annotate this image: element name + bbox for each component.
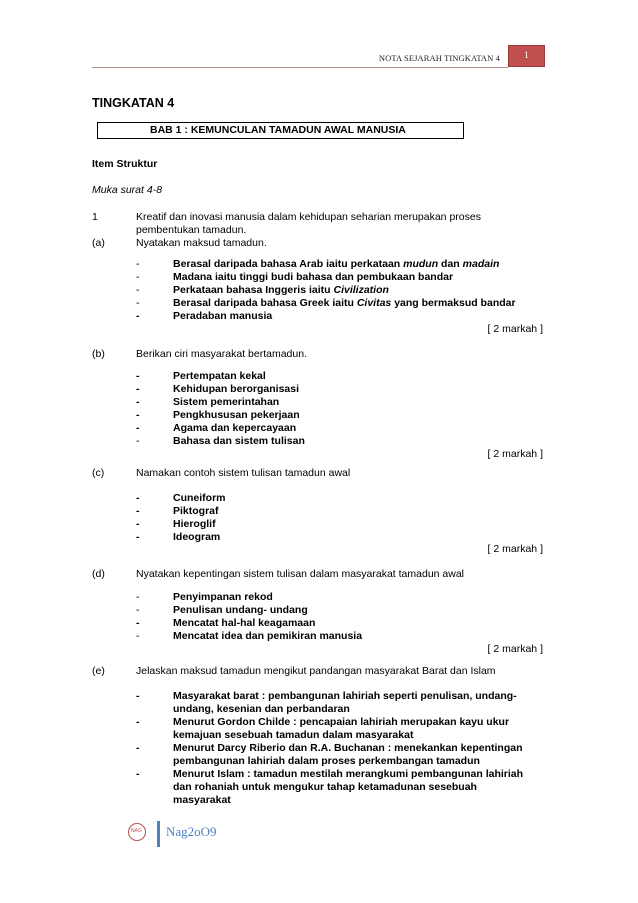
answer-e-1-line-1: Masyarakat barat : pembangunan lahiriah seperti penulisan, undang- [173, 690, 517, 702]
answer-b-5: Agama dan kepercayaan [173, 422, 297, 434]
bullet-dash: - [136, 297, 140, 309]
section-heading: Item Struktur [92, 158, 158, 170]
answer-e-2-line-1: Menurut Gordon Childe : pencapaian lahiriah merupakan kayu ukur [173, 716, 510, 728]
question-stem-line-1: Kreatif dan inovasi manusia dalam kehidupan seharian merupakan proses [136, 211, 481, 223]
answer-a-5: Peradaban manusia [173, 310, 273, 322]
bullet-dash: - [136, 422, 140, 434]
footer-divider [157, 821, 160, 847]
answer-b-4: Pengkhususan pekerjaan [173, 409, 300, 421]
marks-c: [ 2 markah ] [487, 543, 543, 555]
answer-d-3: Mencatat hal-hal keagamaan [173, 617, 316, 629]
part-b-label: (b) [92, 348, 105, 360]
bullet-dash: - [136, 742, 140, 754]
answer-e-3-line-1: Menurut Darcy Riberio dan R.A. Buchanan : menekankan kepentingan [173, 742, 523, 754]
bullet-dash: - [136, 370, 140, 382]
header-title: NOTA SEJARAH TINGKATAN 4 [378, 53, 500, 63]
answer-d-2: Penulisan undang- undang [173, 604, 308, 616]
part-a-question: Nyatakan maksud tamadun. [136, 237, 267, 249]
answer-a-3: Perkataan bahasa Inggeris iaitu Civilization [173, 284, 389, 296]
bullet-dash: - [136, 310, 140, 322]
answer-e-4-line-2: dan rohaniah untuk mengukur tahap ketamadunan sesebuah [173, 781, 477, 793]
question-stem-line-2: pembentukan tamadun. [136, 224, 247, 236]
answer-a-2: Madana iaitu tinggi budi bahasa dan pembukaan bandar [173, 271, 454, 283]
page-title: TINGKATAN 4 [92, 96, 175, 110]
answer-c-2: Piktograf [173, 505, 219, 517]
part-c-label: (c) [92, 467, 105, 479]
bullet-dash: - [136, 284, 140, 296]
chapter-box: BAB 1 : KEMUNCULAN TAMADUN AWAL MANUSIA [97, 122, 464, 139]
part-d-question: Nyatakan kepentingan sistem tulisan dalam masyarakat tamadun awal [136, 568, 465, 580]
part-d-label: (d) [92, 568, 105, 580]
bullet-dash: - [136, 258, 140, 270]
answer-c-1: Cuneiform [173, 492, 226, 504]
answer-b-2: Kehidupan berorganisasi [173, 383, 300, 395]
answer-c-3: Hieroglif [173, 518, 216, 530]
footer-logo-icon [128, 823, 146, 841]
bullet-dash: - [136, 617, 140, 629]
answer-e-2-line-2: kemajuan sesebuah tamadun dalam masyarakat [173, 729, 414, 741]
answer-d-4: Mencatat idea dan pemikiran manusia [173, 630, 363, 642]
answer-d-1: Penyimpanan rekod [173, 591, 273, 603]
answer-e-1-line-2: undang, kesenian dan perbandaran [173, 703, 350, 715]
marks-d: [ 2 markah ] [487, 643, 543, 655]
part-b-question: Berikan ciri masyarakat bertamadun. [136, 348, 307, 360]
answer-c-4: Ideogram [173, 531, 221, 543]
bullet-dash: - [136, 604, 140, 616]
answer-a-4: Berasal daripada bahasa Greek iaitu Civitas yang bermaksud bandar [173, 297, 516, 309]
page-number: 1 [524, 50, 529, 60]
page-number-box [508, 45, 545, 67]
part-e-question: Jelaskan maksud tamadun mengikut pandangan masyarakat Barat dan Islam [136, 665, 496, 677]
footer-logo-text: NAG [131, 828, 142, 834]
bullet-dash: - [136, 396, 140, 408]
footer-text: Nag2oO9 [166, 824, 217, 839]
answer-e-4-line-3: masyarakat [173, 794, 231, 806]
marks-a: [ 2 markah ] [487, 323, 543, 335]
bullet-dash: - [136, 505, 140, 517]
answer-e-3-line-2: pembangunan lahiriah dalam proses perkembangan tamadun [173, 755, 480, 767]
bullet-dash: - [136, 531, 140, 543]
bullet-dash: - [136, 518, 140, 530]
bullet-dash: - [136, 492, 140, 504]
bullet-dash: - [136, 768, 140, 780]
answer-b-6: Bahasa dan sistem tulisan [173, 435, 305, 447]
marks-b: [ 2 markah ] [487, 448, 543, 460]
part-a-label: (a) [92, 237, 105, 249]
answer-b-3: Sistem pemerintahan [173, 396, 280, 408]
bullet-dash: - [136, 716, 140, 728]
bullet-dash: - [136, 383, 140, 395]
part-c-question: Namakan contoh sistem tulisan tamadun awal [136, 467, 351, 479]
bullet-dash: - [136, 630, 140, 642]
bullet-dash: - [136, 690, 140, 702]
part-e-label: (e) [92, 665, 105, 677]
bullet-dash: - [136, 271, 140, 283]
bullet-dash: - [136, 591, 140, 603]
question-number: 1 [92, 211, 98, 223]
bullet-dash: - [136, 435, 140, 447]
bullet-dash: - [136, 409, 140, 421]
header-rule [92, 67, 508, 68]
answer-a-1: Berasal daripada bahasa Arab iaitu perkataan mudun dan madain [173, 258, 500, 270]
answer-b-1: Pertempatan kekal [173, 370, 266, 382]
page-reference: Muka surat 4-8 [92, 184, 163, 196]
answer-e-4-line-1: Menurut Islam : tamadun mestilah merangkumi pembangunan lahiriah [173, 768, 524, 780]
